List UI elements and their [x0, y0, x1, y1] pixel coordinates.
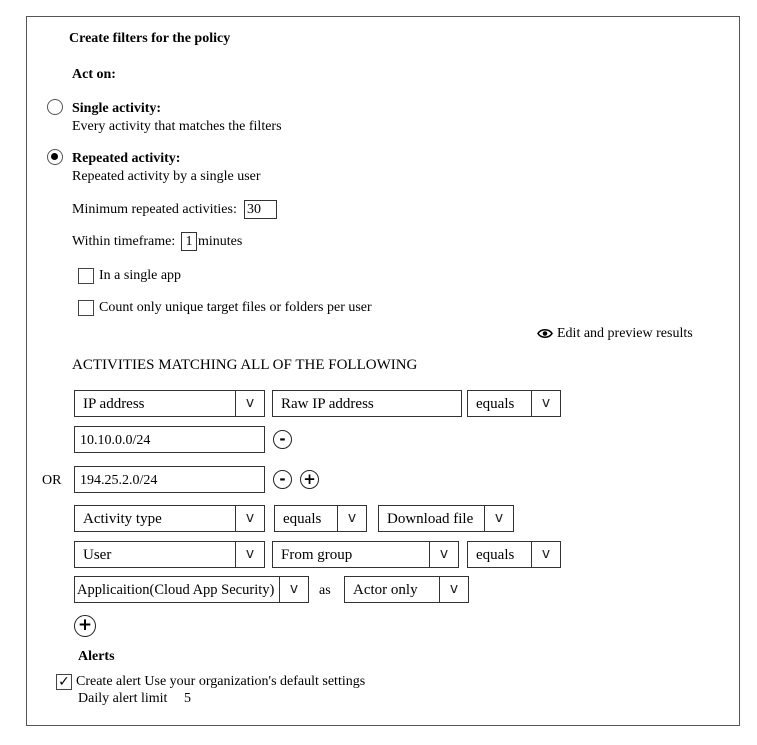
single-activity-radio[interactable]	[47, 99, 63, 115]
create-alert-label: Create alert Use your organization's default settings	[76, 674, 366, 689]
group-select-application[interactable]: Applicaition(Cloud App Security) v	[74, 576, 309, 603]
add-filter-button[interactable]: +	[74, 615, 96, 637]
daily-limit-value: 5	[184, 691, 191, 706]
ip-value-input-2[interactable]: 194.25.2.0/24	[74, 466, 265, 493]
daily-limit-label: Daily alert limit	[78, 691, 168, 706]
repeated-activity-radio[interactable]	[47, 149, 63, 165]
or-label: OR	[42, 473, 62, 488]
chevron-down-icon: v	[429, 542, 458, 567]
subfield-select-raw-ip[interactable]: Raw IP address	[272, 390, 462, 417]
chevron-down-icon: v	[279, 577, 308, 602]
repeated-activity-description: Repeated activity by a single user	[72, 169, 261, 184]
operator-select-equals[interactable]: equals v	[274, 505, 367, 532]
timeframe-unit: minutes	[198, 234, 243, 249]
chevron-down-icon: v	[235, 506, 264, 531]
chevron-down-icon: v	[337, 506, 366, 531]
add-value-button[interactable]: +	[300, 470, 319, 489]
chevron-down-icon: v	[484, 506, 513, 531]
operator-select-equals[interactable]: equals v	[467, 390, 561, 417]
edit-preview-label: Edit and preview results	[557, 326, 693, 341]
chevron-down-icon: v	[235, 542, 264, 567]
page-title: Create filters for the policy	[69, 31, 231, 46]
remove-value-button[interactable]: -	[273, 470, 292, 489]
as-label: as	[319, 583, 331, 598]
single-app-checkbox[interactable]	[78, 268, 94, 284]
unique-targets-label: Count only unique target files or folders per user	[99, 300, 372, 315]
ip-value-input-1[interactable]: 10.10.0.0/24	[74, 426, 265, 453]
field-select-user[interactable]: User v	[74, 541, 265, 568]
min-repeated-label: Minimum repeated activities:	[72, 202, 237, 217]
timeframe-input[interactable]: 1	[181, 232, 197, 251]
single-app-label: In a single app	[99, 268, 182, 283]
repeated-activity-label: Repeated activity:	[72, 151, 181, 166]
chevron-down-icon: v	[531, 542, 560, 567]
field-select-activity-type[interactable]: Activity type v	[74, 505, 265, 532]
eye-icon	[537, 328, 553, 339]
min-repeated-input[interactable]: 30	[244, 200, 277, 219]
single-activity-description: Every activity that matches the filters	[72, 119, 282, 134]
chevron-down-icon: v	[439, 577, 468, 602]
filters-heading: ACTIVITIES MATCHING ALL OF THE FOLLOWING	[72, 357, 418, 373]
create-alert-checkbox[interactable]: ✓	[56, 674, 72, 690]
subfield-select-from-group[interactable]: From group v	[272, 541, 459, 568]
single-activity-label: Single activity:	[72, 101, 162, 116]
field-select-ip-address[interactable]: IP address v	[74, 390, 265, 417]
role-select-actor-only[interactable]: Actor only v	[344, 576, 469, 603]
edit-preview-link[interactable]	[537, 325, 707, 343]
act-on-label: Act on:	[72, 67, 116, 82]
value-select-download-file[interactable]: Download file v	[378, 505, 514, 532]
chevron-down-icon: v	[531, 391, 560, 416]
operator-select-equals[interactable]: equals v	[467, 541, 561, 568]
remove-value-button[interactable]: -	[273, 430, 292, 449]
unique-targets-checkbox[interactable]	[78, 300, 94, 316]
timeframe-label: Within timeframe:	[72, 234, 176, 249]
chevron-down-icon: v	[235, 391, 264, 416]
alerts-heading: Alerts	[78, 649, 115, 664]
